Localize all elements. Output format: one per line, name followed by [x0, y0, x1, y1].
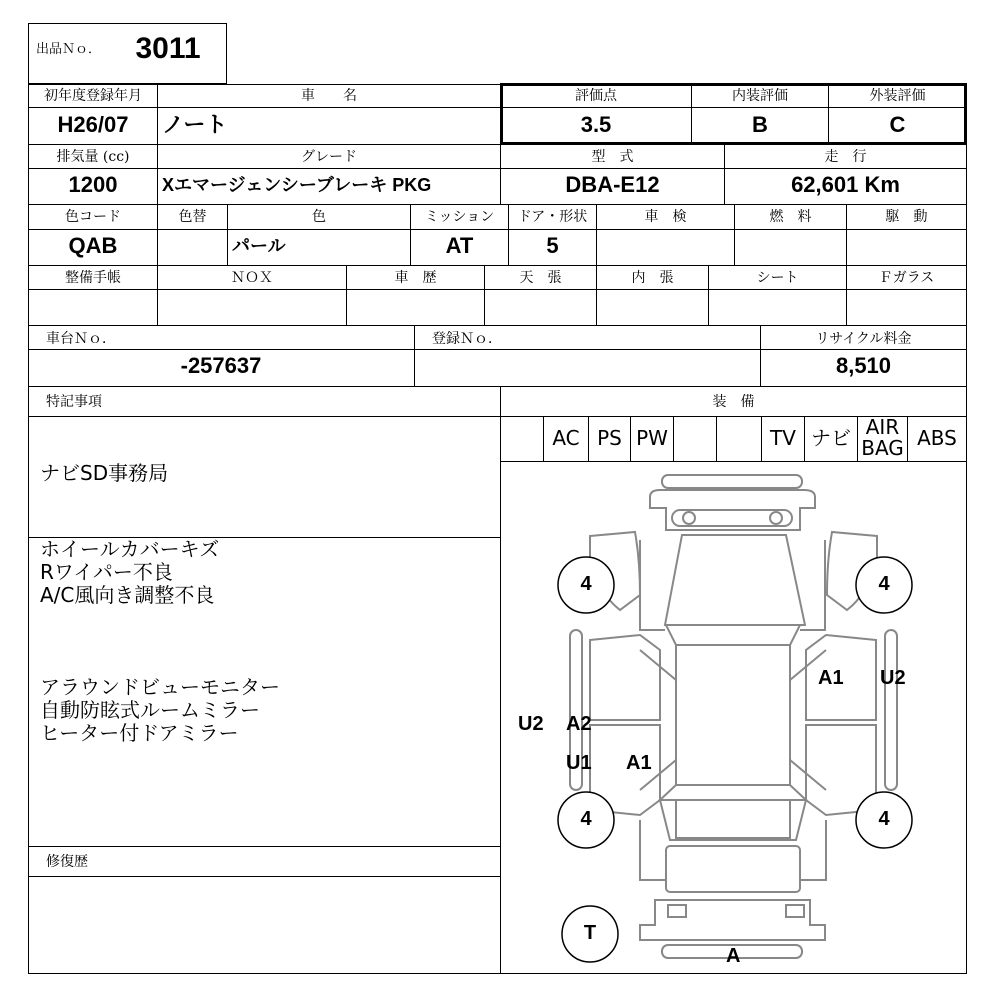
damage-mark: U1	[566, 752, 592, 774]
lot-number: 3011	[135, 32, 201, 65]
maintenance-label: 整備手帳	[65, 270, 121, 286]
tire-front-left: 4	[580, 573, 592, 595]
color-code-value: QAB	[68, 233, 118, 258]
lot-label: 出品Ｎｏ．	[36, 42, 102, 57]
equipment-navi: ナビ	[811, 426, 851, 450]
displacement-value: 1200	[68, 172, 118, 197]
equipment-label: 装 備	[712, 394, 755, 410]
spare-tire: T	[583, 922, 597, 944]
car-name-label: 車 名	[301, 88, 357, 104]
equipment-ac: AC	[552, 426, 580, 450]
registration-label: 登録Ｎｏ．	[432, 331, 502, 347]
special-notes-label: 特記事項	[46, 394, 102, 410]
tire-front-right: 4	[878, 573, 890, 595]
exterior-grade-label: 外装評価	[869, 88, 926, 104]
displacement-label: 排気量 (cc)	[56, 149, 130, 165]
nox-label: ＮＯＸ	[231, 270, 273, 286]
color-value: パール	[232, 236, 286, 256]
color-label: 色	[312, 209, 326, 225]
mileage-value: 62,601 Km	[791, 172, 900, 197]
chassis-value: -257637	[180, 353, 262, 378]
special-note-2: ホイールカバーキズ Rワイパー不良 A/C風向き調整不良 アラウンドビューモニター 自動防眩式ルームミラー ヒーター付ドアミラー	[40, 537, 280, 745]
repair-history-label: 修復歴	[46, 854, 88, 870]
interior-grade-value: B	[752, 112, 768, 137]
first-registration-label: 初年度登録年月	[44, 88, 142, 104]
damage-mark: A	[726, 945, 741, 967]
equipment-pw: PW	[636, 426, 668, 450]
door-label: ドア・形状	[517, 209, 588, 225]
exterior-grade-value: C	[889, 112, 906, 137]
mileage-label: 走 行	[824, 149, 867, 165]
mission-label: ミッション	[424, 209, 495, 225]
door-value: 5	[546, 233, 559, 258]
color-code-label: 色コード	[65, 209, 121, 225]
score-value: 3.5	[580, 112, 612, 137]
damage-mark: U2	[518, 713, 544, 735]
equipment-airbag: AIR BAG	[861, 415, 904, 460]
fuel-label: 燃 料	[769, 209, 812, 225]
equipment-ps: PS	[597, 426, 622, 450]
inspection-label: 車 検	[644, 209, 687, 225]
car-name-value: ノート	[162, 112, 228, 137]
interior-grade-label: 内装評価	[732, 88, 788, 104]
tire-rear-left: 4	[580, 808, 592, 830]
first-registration-value: H26/07	[57, 112, 129, 137]
equipment-tv: TV	[770, 426, 796, 450]
damage-mark: U2	[880, 667, 906, 689]
seat-label: シート	[756, 270, 799, 286]
tire-rear-right: 4	[878, 808, 890, 830]
recycle-label: リサイクル料金	[815, 331, 912, 347]
glass-label: Ｆガラス	[878, 270, 935, 286]
color-change-label: 色替	[178, 209, 207, 225]
grade-value: Xエマージェンシーブレーキ PKG	[162, 175, 432, 195]
recycle-value: 8,510	[835, 353, 892, 378]
damage-mark: A1	[818, 667, 844, 689]
damage-mark: A2	[566, 713, 592, 735]
equipment-abs: ABS	[917, 426, 957, 450]
history-label: 車 歴	[394, 270, 437, 286]
mission-value: AT	[445, 233, 474, 258]
score-label: 評価点	[575, 88, 617, 104]
grade-label: グレード	[301, 149, 357, 165]
model-value: DBA-E12	[565, 172, 660, 197]
damage-mark: A1	[626, 752, 652, 774]
chassis-label: 車台Ｎｏ．	[46, 331, 116, 347]
model-label: 型 式	[591, 149, 634, 165]
special-note-1: ナビSD事務局	[40, 461, 169, 485]
interior-roof-label: 内 張	[631, 270, 674, 286]
drive-label: 駆 動	[885, 209, 928, 225]
sunroof-label: 天 張	[519, 270, 562, 286]
